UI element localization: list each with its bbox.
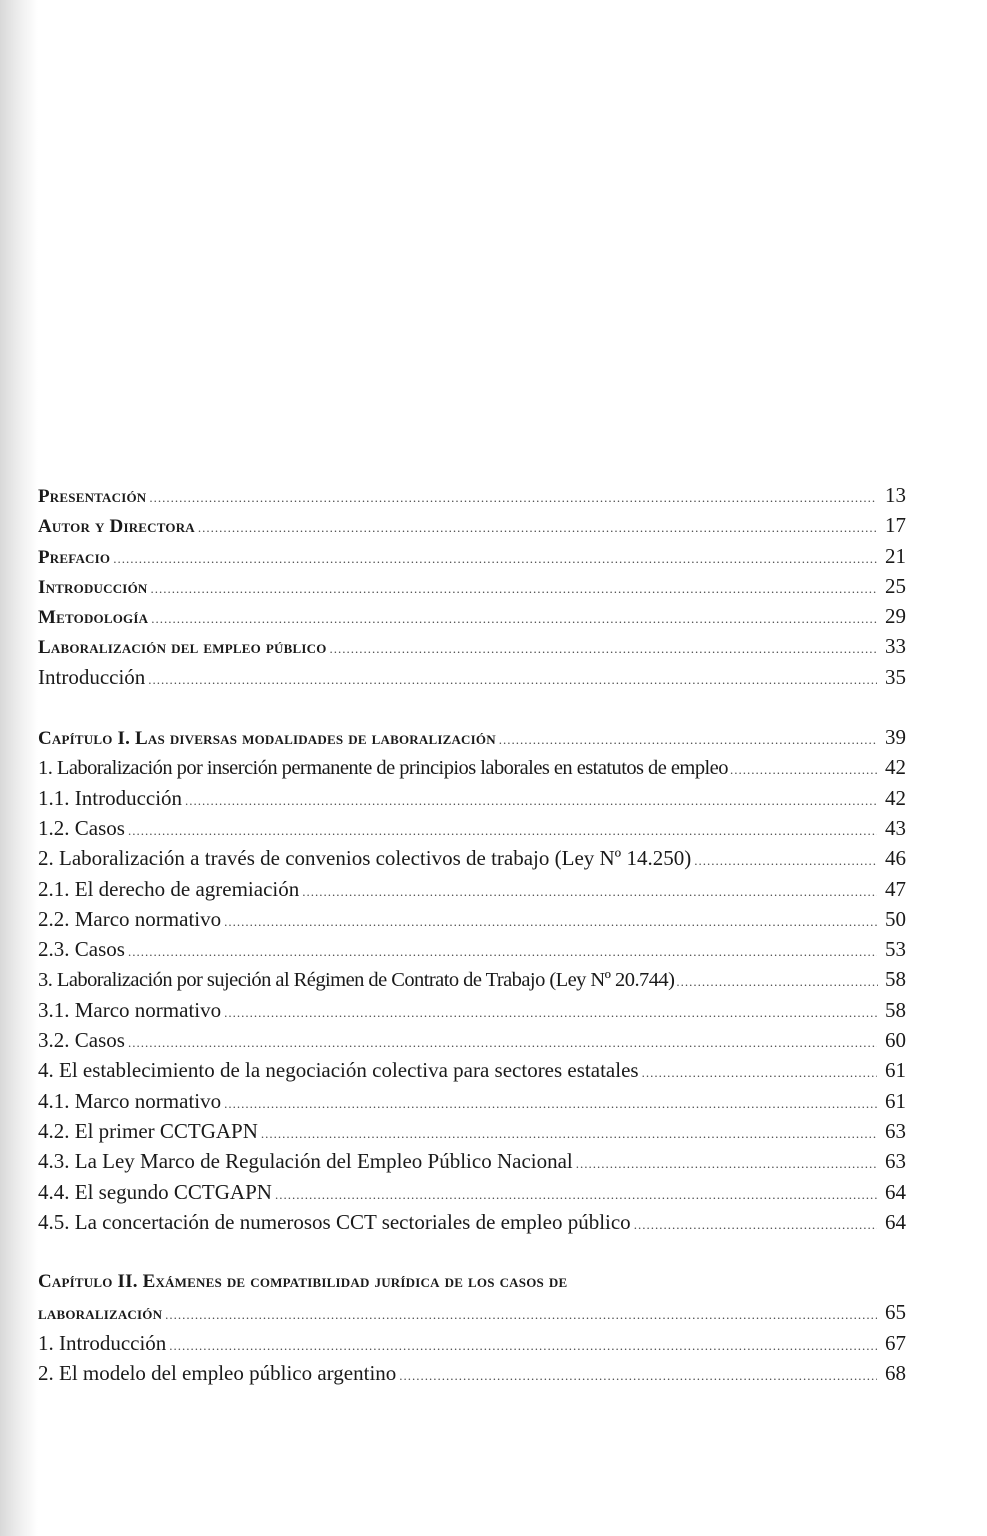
dot-leader — [224, 998, 877, 1028]
toc-page-number: 17 — [885, 513, 906, 538]
toc-page-number: 63 — [885, 1118, 906, 1143]
toc-entry-label: 4.1. Marco normativo — [38, 1088, 222, 1113]
toc-entry-part-introduccion[interactable] — [38, 662, 906, 692]
toc-entry[interactable] — [38, 1025, 906, 1055]
section-gap — [38, 692, 906, 722]
dot-leader — [113, 544, 877, 574]
toc-page-number: 64 — [885, 1179, 906, 1204]
toc-entry-presentacion[interactable] — [38, 480, 906, 510]
toc-entry-label: 4.4. El segundo CCTGAPN — [38, 1179, 272, 1204]
toc-entry-introduccion[interactable] — [38, 571, 906, 601]
toc-page-number: 61 — [885, 1058, 906, 1083]
toc-entry[interactable] — [38, 1086, 906, 1116]
toc-page-number: 25 — [885, 573, 906, 598]
toc-chapter-2[interactable] — [38, 1297, 906, 1327]
toc-entry-label: 4.5. La concertación de numerosos CCT sectoriales de empleo público — [38, 1209, 631, 1234]
dot-leader — [634, 1210, 877, 1240]
toc-entry[interactable] — [38, 1055, 906, 1085]
toc-page-number: 42 — [885, 785, 906, 810]
toc-entry-label: 1. Laboralización por inserción permanente de principios laborales en estatutos de empleo — [38, 757, 728, 780]
dot-leader — [165, 1300, 877, 1330]
page-edge-shadow — [0, 0, 38, 1536]
toc-entry-prefacio[interactable] — [38, 541, 906, 571]
toc-entry[interactable] — [38, 874, 906, 904]
toc-entry-label: 4.2. El primer CCTGAPN — [38, 1118, 258, 1143]
toc-entry-label: 1. Introducción — [38, 1330, 167, 1355]
toc-page-number: 58 — [885, 997, 906, 1022]
toc-page-number: 61 — [885, 1088, 906, 1113]
toc-entry[interactable] — [38, 995, 906, 1025]
dot-leader — [694, 846, 877, 876]
toc-entry[interactable] — [38, 813, 906, 843]
toc-entry-label: 2.2. Marco normativo — [38, 906, 222, 931]
toc-entry-autor-directora[interactable] — [38, 510, 906, 540]
toc-entry-label: 4.3. La Ley Marco de Regulación del Empleo Público Nacional — [38, 1149, 573, 1174]
toc-page-number: 47 — [885, 876, 906, 901]
toc-entry-metodologia[interactable] — [38, 601, 906, 631]
toc-chapter-1[interactable] — [38, 722, 906, 752]
toc-page-number: 35 — [885, 664, 906, 689]
toc-entry-label: Autor y Directora — [38, 516, 195, 538]
dot-leader — [275, 1180, 877, 1210]
toc-entry[interactable] — [38, 904, 906, 934]
toc-page-number: 21 — [885, 543, 906, 568]
toc-entry[interactable] — [38, 1207, 906, 1237]
toc-page-number: 64 — [885, 1209, 906, 1234]
toc-page-number: 29 — [885, 604, 906, 629]
dot-leader — [198, 513, 877, 543]
toc-page-number: 46 — [885, 846, 906, 871]
dot-leader — [148, 665, 877, 695]
toc-entry-label: 3.1. Marco normativo — [38, 997, 222, 1022]
dot-leader — [169, 1331, 877, 1361]
toc-entry-label: 2.3. Casos — [38, 937, 125, 962]
toc-page-number: 63 — [885, 1149, 906, 1174]
toc-page-number: 68 — [885, 1361, 906, 1386]
dot-leader — [730, 755, 878, 785]
toc-page-number: 43 — [885, 815, 906, 840]
toc-entry[interactable] — [38, 1146, 906, 1176]
toc-entry-label: 4. El establecimiento de la negociación colectiva para sectores estatales — [38, 1058, 639, 1083]
toc-entry-label: Introducción — [38, 576, 148, 598]
toc-entry[interactable] — [38, 1328, 906, 1358]
toc-entry[interactable] — [38, 752, 906, 782]
toc-page-number: 39 — [885, 725, 906, 750]
toc-entry-label: Presentación — [38, 486, 147, 507]
toc-entry-label: 1.2. Casos — [38, 815, 125, 840]
dot-leader — [185, 786, 877, 816]
dot-leader — [151, 604, 877, 634]
dot-leader — [302, 877, 877, 907]
dot-leader — [576, 1149, 877, 1179]
dot-leader — [676, 967, 878, 997]
dot-leader — [149, 483, 877, 513]
toc-page-number: 53 — [885, 937, 906, 962]
section-gap — [38, 1237, 906, 1267]
toc-page-number: 13 — [885, 483, 906, 507]
toc-page-number: 33 — [885, 634, 906, 659]
dot-leader — [330, 634, 877, 664]
toc-entry[interactable] — [38, 934, 906, 964]
toc-entry-label: 3.2. Casos — [38, 1028, 125, 1053]
toc-part-laboralizacion[interactable] — [38, 631, 906, 661]
chapter-title-continuation: laboralización — [38, 1303, 163, 1325]
toc-entry-label: 1.1. Introducción — [38, 785, 183, 810]
dot-leader — [499, 725, 877, 755]
dot-leader — [224, 1089, 877, 1119]
toc-entry-label: Metodología — [38, 607, 149, 629]
toc-entry[interactable] — [38, 783, 906, 813]
toc-entry-label: Introducción — [38, 664, 146, 689]
dot-leader — [224, 907, 877, 937]
toc-page-number: 58 — [885, 967, 906, 992]
chapter-title: Capítulo I. Las diversas modalidades de laboralización — [38, 728, 496, 750]
dot-leader — [128, 937, 877, 967]
chapter-2-title[interactable]: Capítulo II. Exámenes de compatibilidad jurídica de los casos de — [38, 1271, 568, 1293]
dot-leader — [261, 1119, 877, 1149]
toc-part-label: Laboralización del empleo público — [38, 637, 327, 659]
toc-entry[interactable] — [38, 1116, 906, 1146]
dot-leader — [128, 1028, 877, 1058]
toc-entry[interactable] — [38, 843, 906, 873]
toc-page-number: 50 — [885, 906, 906, 931]
dot-leader — [128, 816, 877, 846]
toc-entry-label: Prefacio — [38, 546, 111, 568]
table-of-contents — [38, 480, 906, 1388]
toc-entry[interactable] — [38, 1358, 906, 1388]
toc-entry-label: 3. Laboralización por sujeción al Régimen de Contrato de Trabajo (Ley Nº 20.744) — [38, 969, 675, 992]
toc-page-number: 60 — [885, 1028, 906, 1053]
toc-page-number: 67 — [885, 1330, 906, 1355]
toc-page-number: 65 — [885, 1300, 906, 1325]
toc-entry-label: 2. Laboralización a través de convenios colectivos de trabajo (Ley Nº 14.250) — [38, 846, 692, 871]
toc-entry[interactable] — [38, 964, 906, 994]
dot-leader — [399, 1361, 877, 1391]
dot-leader — [642, 1058, 877, 1088]
toc-page-number: 42 — [885, 755, 906, 780]
toc-entry[interactable] — [38, 1177, 906, 1207]
toc-entry-label: 2.1. El derecho de agremiación — [38, 876, 300, 901]
dot-leader — [150, 574, 877, 604]
toc-entry-label: 2. El modelo del empleo público argentino — [38, 1361, 397, 1386]
